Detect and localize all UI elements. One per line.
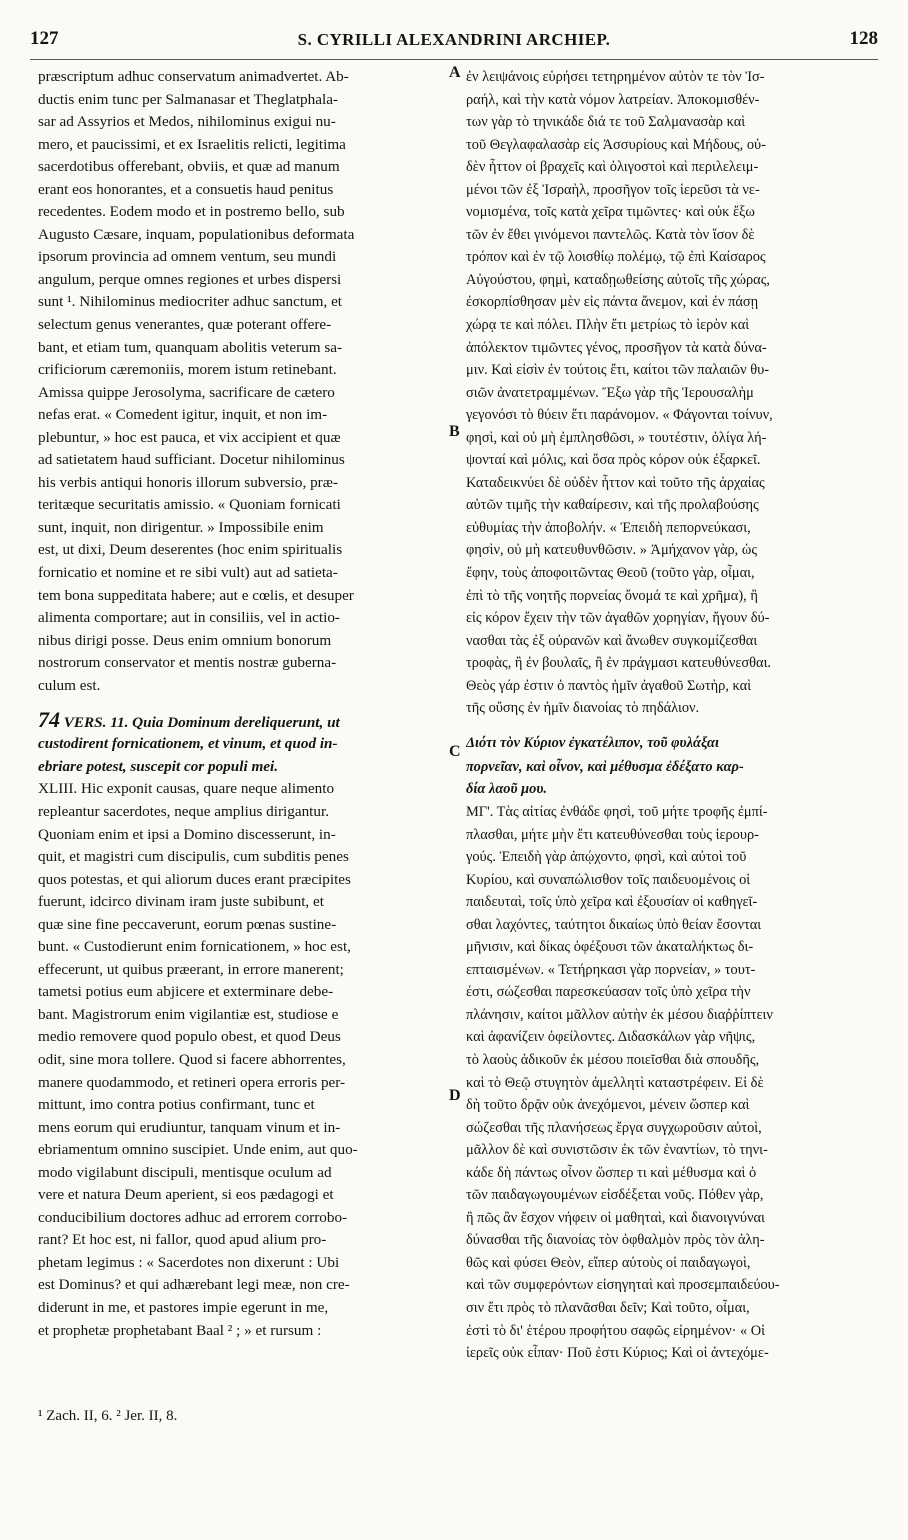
greek-text-line: ἢ πῶς ἂν ἔσχον νήφειν οἱ μαθηταὶ, καὶ διανοιγνύναι xyxy=(466,1209,765,1226)
latin-text-line: tem bona suppeditata habere; aut e cœlis, et desuper xyxy=(38,586,354,604)
latin-text-line: nostrorum conservator et mentis nostræ guberna- xyxy=(38,654,337,672)
footnotes: ¹ Zach. II, 6. ² Jer. II, 8. xyxy=(38,1408,178,1424)
greek-verse-line-2: πορνεῖαν, καὶ οἶνον, καὶ μέθυσμα ἐδέξατο καρ- xyxy=(466,758,744,775)
latin-text-line: ductis enim tunc per Salmanasar et Theglatphala- xyxy=(38,90,338,108)
greek-text-line: φησὶ, καὶ οὐ μὴ ἐμπλησθῶσι, » τουτέστιν, ὀλίγα λή- xyxy=(466,429,767,446)
page-number-left: 127 xyxy=(30,28,59,49)
latin-text-line: quæ sine fine peccaverunt, eorum pœnas sustine- xyxy=(38,915,337,933)
greek-text-line: φησὶν, οὐ μὴ κατευθυνθῶσιν. » Ἀμήχανον γὰρ, ὡς xyxy=(466,542,758,559)
latin-text-line: nibus dirigi posse. Deus enim omnium bonorum xyxy=(38,631,332,649)
greek-text-block-1 xyxy=(466,66,876,720)
greek-text-line: θῶς καὶ φύσει Θεὸν, εἴπερ αὐτοὺς οἱ παιδαγωγοὶ, xyxy=(466,1254,751,1271)
latin-text-line: plebuntur, » hoc est pauca, et vix accipient et quæ xyxy=(38,428,341,446)
latin-text-block-2 xyxy=(38,778,442,1342)
latin-text-line: bunt. « Custodierunt enim fornicationem, » hoc est, xyxy=(38,938,351,956)
greek-column xyxy=(466,66,876,1365)
latin-text-line: mens eorum qui erudiuntur, tanquam vinum et in- xyxy=(38,1118,341,1136)
greek-text-line: πλασθαι, μήτε μὴν ἔτι κατευθύνεσθαι τοὺς ἱερουρ- xyxy=(466,826,759,843)
latin-text-line: XLIII. Hic exponit causas, quare neque alimento xyxy=(38,780,335,798)
greek-text-line: κάδε δὴ πάντως οἶνον ὥσπερ τι καὶ μέθυσμα καὶ ὁ xyxy=(466,1164,757,1181)
latin-text-line: odit, sine mora tollere. Quod si facere abhorrentes, xyxy=(38,1050,346,1068)
latin-text-line: conducibilium doctores adhuc ad errorem corrobo- xyxy=(38,1208,348,1226)
latin-text-line: sunt ¹. Nihilominus mediocriter adhuc sanctum, et xyxy=(38,293,343,311)
greek-text-line: τῶν ἐν ἔθει γινόμενοι παντελῶς. Κατὰ τὸν ἴσον δὲ xyxy=(466,226,755,243)
greek-text-line: επταισμένων. « Τετήρηκασι γὰρ πορνείαν, » τουτ- xyxy=(466,961,756,978)
greek-text-line: σιῶν ἀνατετραμμένων. Ἔξω γὰρ τῆς Ἱερουσαλὴμ xyxy=(466,384,754,401)
latin-text-line: effecerunt, ut quibus præerant, in errore manerent; xyxy=(38,960,344,978)
latin-text-block-1 xyxy=(38,66,442,697)
greek-text-line: παιδευταὶ, τοῖς ὑπὸ χεῖρα καὶ ἐξουσίαν οἱ καθηγεῖ- xyxy=(466,894,758,911)
latin-verse-line-3: ebriare potest, suscepit cor populi mei. xyxy=(38,757,279,775)
greek-text-line: τὸ λαοὺς ἀδικοῦν ἐκ μέσου ποιεῖσθαι διὰ σπουδῆς, xyxy=(466,1051,760,1068)
greek-text-line: Κυρίου, καὶ συναπώλισθον τοῖς παιδευομένοις οἱ xyxy=(466,871,751,888)
greek-text-line: μιν. Καὶ εἰσὶν ἐν τούτοις ἔτι, καίτοι τῶν παλαιῶν θυ- xyxy=(466,362,770,379)
latin-text-line: quos potestas, et qui aliorum duces erant præcipites xyxy=(38,870,351,888)
latin-text-line: est Dominus? et qui adhærebant legi meæ, non cre- xyxy=(38,1276,350,1294)
margin-letter-b: B xyxy=(449,423,460,440)
latin-text-line: medio removere quod populo obest, et quod Deus xyxy=(38,1028,341,1046)
greek-text-line: ΜΓ'. Τὰς αἰτίας ἐνθάδε φησὶ, τοῦ μήτε τροφῆς ἐμπί- xyxy=(466,803,768,820)
latin-text-line: est, ut dixi, Deum deserentes (hoc enim spiritualis xyxy=(38,541,343,559)
greek-text-line: σθαι λαχόντες, ταύτητοι δικαίως ὑπὸ θείαν ἔσονται xyxy=(466,916,762,933)
greek-text-line: νομισμένα, τοῖς κατὰ χεῖρα τιμῶντες· καὶ οὐκ ἔξω xyxy=(466,204,755,221)
greek-text-line: σιν ἔτι πρὸς τὸ πλανᾶσθαι δεῖν; Καὶ τοῦτο, οἶμαι, xyxy=(466,1299,750,1316)
latin-text-line: erant eos honorantes, et a consuetis haud penitus xyxy=(38,180,334,198)
greek-text-line: δύνασθαι τῆς διανοίας τὸν ὀφθαλμὸν πρὸς τὸν ἀλη- xyxy=(466,1232,765,1249)
latin-text-line: his verbis antiqui honoris illorum subversio, præ- xyxy=(38,473,338,491)
latin-text-line: rant? Et hoc est, ni fallor, quod apud alium pro- xyxy=(38,1231,327,1249)
greek-text-line: νασθαι τὰς ἐξ οὐρανῶν καὶ ἄνωθεν συγκομίζεσθαι xyxy=(466,632,758,649)
greek-text-line: καὶ τῶν συμφερόντων εἰσηγηταὶ καὶ προσεμπαιδεύου- xyxy=(466,1277,780,1294)
margin-letter-c: C xyxy=(449,743,461,760)
latin-text-line: ebriamentum omnino suscipiet. Unde enim, aut quo- xyxy=(38,1141,358,1159)
greek-text-line: Αὐγούστου, φημὶ, καταδῃωθείσης αὐτοῖς τῆς χώρας, xyxy=(466,271,770,288)
greek-text-line: ραήλ, καὶ τὴν κατὰ νόμον λατρείαν. Ἀποκομισθέν- xyxy=(466,91,760,108)
latin-text-line: ad satietatem haud sufficiant. Docetur nihilominus xyxy=(38,451,345,469)
greek-text-line: τροφὰς, ἢ ἐν βουλαῖς, ἢ ἐν πράγμασι κατευθύνεσθαι. xyxy=(466,655,772,672)
latin-text-line: crificiorum cæremoniis, morem istum retinebant. xyxy=(38,361,337,379)
latin-text-line: sunt, inquit, non dirigentur. » Impossibile enim xyxy=(38,518,324,536)
greek-text-line: μένοι τῶν ἐξ Ἰσραὴλ, προσῆγον τοῖς ἱερεῦσι τὰ νε- xyxy=(466,181,760,198)
paragraph-gap xyxy=(466,720,876,730)
greek-text-line: ἐπὶ τὸ τῆς νοητῆς πορνείας ὄνομά τε καὶ χρῆμα), ἢ xyxy=(466,587,758,604)
paragraph-gap xyxy=(38,697,442,707)
latin-text-line: manere quodammodo, et retineri opera erroris per- xyxy=(38,1073,346,1091)
latin-text-line: repleantur sacerdotes, neque amplius dirigantur. xyxy=(38,802,329,820)
greek-text-line: έστι, σώζεσθαι παρεσκεύασαν τοῖς ὑπὸ χεῖρα τὴν xyxy=(466,984,751,1001)
latin-text-line: mittunt, imo contra potius confirmant, tunc et xyxy=(38,1096,315,1114)
latin-text-line: angulum, perque omnes regiones et urbes dispersi xyxy=(38,270,342,288)
greek-text-line: τῶν παιδαγωγουμένων εἰσδέξεται νοῦς. Πόθεν γὰρ, xyxy=(466,1187,764,1204)
margin-letter-a: A xyxy=(449,64,461,81)
latin-text-line: fuerunt, idcirco divinam iram juste subibunt, et xyxy=(38,893,324,911)
greek-text-line: γούς. Ἐπειδὴ γὰρ ἀπῴχοντο, φησὶ, καὶ αὐτοὶ τοῦ xyxy=(466,849,747,866)
page-number-right: 128 xyxy=(849,28,878,49)
greek-text-line: καὶ ἀφανίζειν ὀφείλοντες. Διδασκάλων γὰρ νῆψις, xyxy=(466,1029,756,1046)
latin-text-line: sacerdotibus offerebant, obviis, et quæ ad manum xyxy=(38,158,340,176)
latin-text-line: culum est. xyxy=(38,676,101,694)
greek-text-line: των γὰρ τὸ τηνικάδε διά τε τοῦ Σαλμανασὰρ καὶ xyxy=(466,114,746,131)
margin-letter-d: D xyxy=(449,1087,461,1104)
greek-text-line: τοῦ Θεγλαφαλασὰρ εἰς Ἀσσυρίους καὶ Μήδους, οὐ- xyxy=(466,136,766,153)
latin-text-line: vere et natura Deum aperient, si eos pædagogi et xyxy=(38,1186,334,1204)
latin-text-line: bant. Magistrorum enim vigilantiæ est, studiose e xyxy=(38,1005,339,1023)
latin-text-line: Augusto Cæsare, inquam, populationibus deformata xyxy=(38,225,355,243)
greek-text-line: Θεὸς γάρ ἐστιν ὁ παντὸς ἡμῖν ἀγαθοῦ Σωτὴρ, καὶ xyxy=(466,677,752,694)
greek-text-line: Καταδεικνύει δὲ οὐδὲν ἧττον καὶ τοῦτο τῆς ἀρχαίας xyxy=(466,474,765,491)
greek-text-line: πλάνησιν, καίτοι μᾶλλον αὐτὴν ἐκ μέσου διαῤῥίπτειν xyxy=(466,1006,773,1023)
greek-text-line: ἀπόλεκτον τιμῶντες γένος, προσῆγον τὰ κατὰ δύνα- xyxy=(466,339,767,356)
latin-text-line: recedentes. Eodem modo et in postremo bello, sub xyxy=(38,203,345,221)
latin-column xyxy=(38,66,442,1342)
greek-text-line: ἱερεῖς οὐκ εἶπαν· Ποῦ ἐστι Κύριος; Καὶ οἱ ἀντεχόμε- xyxy=(466,1345,769,1362)
greek-text-line: ἐστὶ τὸ δι' ἑτέρου προφήτου σαφῶς εἰρημένον· « Οἱ xyxy=(466,1322,766,1339)
latin-text-line: fornicatio et nomine et re sibi vult) aut ad satieta- xyxy=(38,564,338,582)
latin-verse-line-2: custodirent fornicationem, et vinum, et quod in- xyxy=(38,735,338,753)
latin-text-line: ipsorum provincia ad omnem ventum, seu mundi xyxy=(38,248,337,266)
section-number: 74 xyxy=(38,707,60,733)
running-title: S. CYRILLI ALEXANDRINI ARCHIEP. xyxy=(297,30,611,49)
greek-text-line: ἔφην, τοὺς ἀποφοιτῶντας Θεοῦ (τοῦτο γὰρ, οἶμαι, xyxy=(466,565,755,582)
greek-text-line: σώζεσθαι τῆς πλανήσεως ἔργα συγχωροῦσιν αὐτοὶ, xyxy=(466,1119,762,1136)
greek-text-line: εὐθυμίας τὴν ἀποβολήν. « Ἐπειδὴ πεπορνεύκασι, xyxy=(466,519,751,536)
greek-text-line: εἰς κόρον ἔχειν τὴν τῶν ἀγαθῶν χορηγίαν, ἤγουν δύ- xyxy=(466,610,770,627)
greek-text-line: τῆς οὔσης ἐν ἡμῖν διανοίας τὸ πηδάλιον. xyxy=(466,700,700,717)
latin-text-line: modo vigilabunt discipuli, mentisque oculum ad xyxy=(38,1163,332,1181)
latin-text-line: diderunt in me, et pastores impie egerunt in me, xyxy=(38,1298,329,1316)
page-header xyxy=(30,28,878,58)
latin-verse-line-1 xyxy=(38,707,442,733)
greek-text-line: ἐσκορπίσθησαν μὲν εἰς πάντα ἄνεμον, καὶ ἐν πάσῃ xyxy=(466,294,759,311)
greek-verse-line-1: Διότι τὸν Κύριον ἐγκατέλιπον, τοῦ φυλάξαι xyxy=(466,734,720,751)
latin-text-line: præscriptum adhuc conservatum animadvertet. Ab- xyxy=(38,68,349,85)
latin-text-line: teritæque securitatis amissio. « Quoniam fornicati xyxy=(38,496,341,514)
greek-text-line: τρόπον καὶ ἐν τῷ λοισθίῳ πολέμῳ, τῷ ἐπὶ Καίσαρος xyxy=(466,249,766,266)
latin-text-line: nefas erat. « Comedent igitur, inquit, et non im- xyxy=(38,406,328,424)
latin-text-line: mero, et paucissimi, et ex Israelitis relicti, legitima xyxy=(38,135,346,153)
greek-text-line: δὲν ἧττον οἱ βραχεῖς καὶ ὀλιγοστοὶ καὶ περιλελειμ- xyxy=(466,159,759,176)
greek-text-line: αὐτῶν τιμῆς τὴν καθαίρεσιν, καὶ τῆς προλαβούσης xyxy=(466,497,759,514)
latin-text-line: quit, et magistri cum discipulis, cum subditis penes xyxy=(38,848,349,866)
greek-text-line: καὶ τὸ Θεῷ στυγητὸν ἀμελλητὶ καταστρέφειν. Εἰ δὲ xyxy=(466,1074,764,1091)
latin-text-line: bant, et etiam tum, quanquam abolitis veterum sa- xyxy=(38,338,343,356)
header-rule xyxy=(30,59,878,60)
latin-text-line: phetam legimus : « Sacerdotes non dixerunt : Ubi xyxy=(38,1253,340,1271)
latin-text-line: Quoniam enim et ipsi a Domino discesserunt, in- xyxy=(38,825,336,843)
latin-text-line: et prophetæ prophetabant Baal ² ; » et rursum : xyxy=(38,1321,322,1339)
greek-text-line: μᾶλλον δὲ καὶ συνιστῶσιν ἐκ τῶν ἐναντίων, τὸ τηνι- xyxy=(466,1142,768,1159)
latin-text-line: sar ad Assyrios et Medos, nihilominus exigui nu- xyxy=(38,113,336,131)
greek-text-line: γεγονόσι τὸ θύειν ἔτι παράνομον. « Φάγονται τοίνυν, xyxy=(466,407,773,424)
greek-text-line: μῆνισιν, καὶ δίκας ὀφέξουσι τῶν ἀκαταλήκτως δι- xyxy=(466,939,754,956)
greek-text-line: δὴ τοῦτο δρᾷν οὐκ ἀνεχόμενοι, μένειν ὥσπερ καὶ xyxy=(466,1097,750,1114)
latin-text-line: selectum genus venerantes, quæ poterant offere- xyxy=(38,316,332,334)
greek-verse-line-3: δία λαοῦ μου. xyxy=(466,781,547,798)
latin-text-line: tametsi potius eum abjicere et exterminare debe- xyxy=(38,983,334,1001)
latin-text-line: alimenta comportare; aut in consiliis, vel in actio- xyxy=(38,609,340,627)
latin-verse-text-1: VERS. 11. Quia Dominum dereliquerunt, ut xyxy=(63,714,340,732)
greek-text-line: ἐν λειψάνοις εὑρήσει τετηρημένον αὐτὸν τε τὸν Ἰσ- xyxy=(466,69,765,85)
greek-text-block-2 xyxy=(466,801,876,1365)
greek-text-line: χώρᾳ τε καὶ πόλει. Πλὴν ἔτι μετρίως τὸ ἱερὸν καὶ xyxy=(466,317,750,334)
greek-text-line: ψονταί καὶ μόλις, καὶ ὅσα πρὸς κόρον οὐκ ἐξαρκεῖ. xyxy=(466,452,761,469)
latin-text-line: Amissa quippe Jerosolyma, sacrificare de cætero xyxy=(38,383,335,401)
